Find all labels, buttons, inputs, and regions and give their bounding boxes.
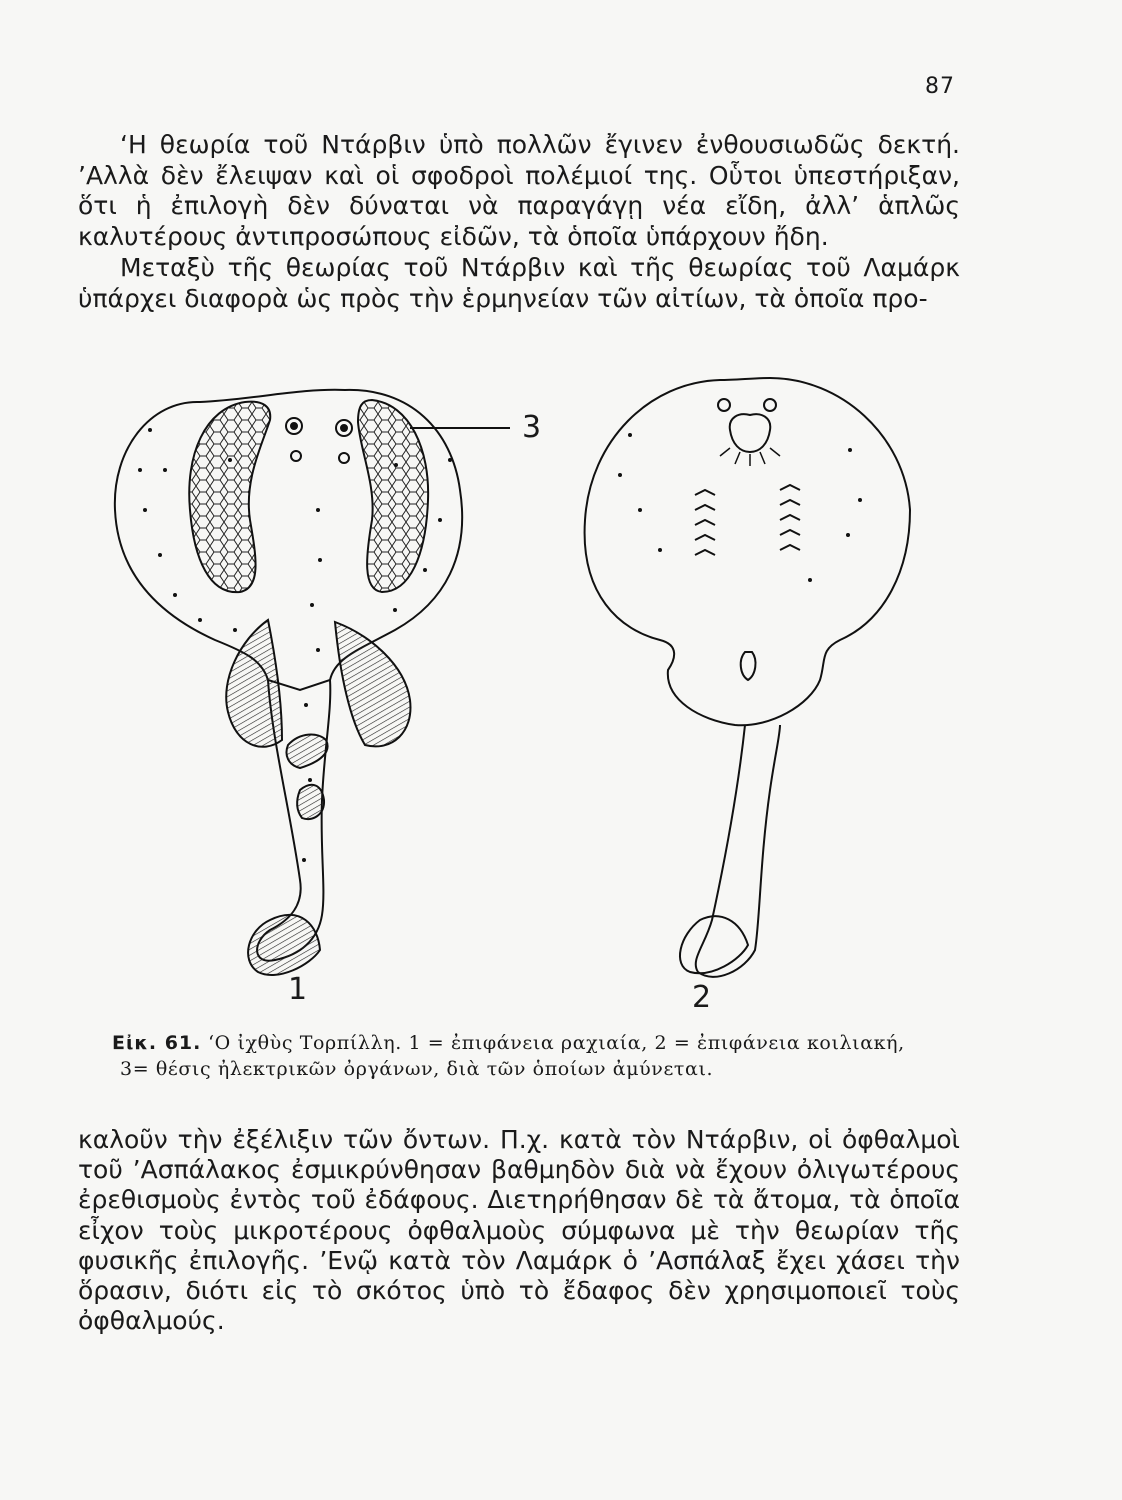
dorsal-fin-1 — [287, 735, 328, 768]
nostril-left — [718, 399, 730, 411]
pelvic-fin-left — [226, 620, 282, 747]
caption-line-1: ‘Ο ἰχθὺς Τορπίλλη. 1 = ἐπιφάνεια ραχιαία, 2 = ἐπιφάνεια κοιλιακή, — [208, 1032, 905, 1054]
mouth — [730, 414, 771, 452]
ventral-disc-outline — [585, 378, 910, 725]
label-3: 3 — [522, 410, 542, 445]
fish-ventral-view — [585, 378, 910, 977]
ventral-pores — [618, 433, 862, 582]
label-1: 1 — [288, 972, 308, 1007]
spiracle-left — [291, 451, 301, 461]
paragraph-darwin-lamarck: Μεταξὺ τῆς θεωρίας τοῦ Ντάρβιν καὶ τῆς θεωρίας τοῦ Λαμάρκ ὑπάρχει διαφορὰ ὡς πρὸς τὴν ἑρμηνείαν τῶν αἰτίων, τὰ ὁποῖα προ- — [78, 252, 960, 313]
caudal-fin — [248, 915, 320, 975]
figure-caption — [112, 1030, 917, 1082]
page-number: 87 — [925, 74, 955, 99]
gill-slits-right — [780, 485, 800, 550]
spiracle-right — [339, 453, 349, 463]
paragraph-aspalax: καλοῦν τὴν ἐξέλιξιν τῶν ὄντων. Π.χ. κατὰ τὸν Ντάρβιν, οἱ ὀφθαλμοὶ τοῦ ’Ασπάλακος ἐσμικρύνθησαν βαθμηδὸν διὰ νὰ ἔχουν ὀλιγωτέρους ἐρεθισμοὺς ἐντὸς τοῦ ἐδάφους. Διετηρήθησαν δὲ τὰ ἄτομα, τὰ ὁποῖα εἶχον τοὺς μικροτέρους ὀφθαλμοὺς σύμφωνα μὲ τὴν θεωρίαν τῆς φυσικῆς ἐπιλογῆς. ’Ενῷ κατὰ τὸν Λαμάρκ ὁ ’Ασπάλαξ ἔχει χάσει τὴν ὅρασιν, διότι εἰς τὸ σκότος ὑπὸ τὸ ἔδαφος δὲν χρησιμοποιεῖ τοὺς ὀφθαλμούς. — [78, 1125, 960, 1336]
fish-dorsal-view — [115, 390, 510, 975]
electric-organ-left — [189, 402, 270, 593]
ventral-tail — [696, 725, 780, 977]
label-2: 2 — [692, 980, 712, 1015]
nostril-right — [764, 399, 776, 411]
paragraph-darwin-reception: ‘Η θεωρία τοῦ Ντάρβιν ὑπὸ πολλῶν ἔγινεν ἐνθουσιωδῶς δεκτή. ’Αλλὰ δὲν ἔλειψαν καὶ οἱ σφοδροὶ πολέμιοί της. Οὗτοι ὑπεστήριξαν, ὅτι ἡ ἐπιλογὴ δὲν δύναται νὰ παραγάγῃ νέα εἴδη, ἀλλ’ ἁπλῶς καλυτέρους ἀντιπροσώπους εἰδῶν, τὰ ὁποῖα ὑπάρχουν ἤδη. — [78, 130, 960, 252]
caption-line-2: 3= θέσις ἠλεκτρικῶν ὀργάνων, διὰ τῶν ὁποίων ἀμύνεται. — [120, 1058, 714, 1080]
cloaca — [741, 652, 756, 680]
dorsal-fin-2 — [297, 785, 324, 819]
torpedo-illustration — [0, 360, 1122, 1020]
mouth-fringe — [720, 448, 780, 466]
figure-torpedo-fish — [0, 360, 1122, 1020]
ventral-caudal-fin — [680, 916, 748, 973]
gill-slits-left — [695, 490, 715, 555]
figure-number: Εἰκ. 61. — [112, 1032, 202, 1054]
text-block-top — [78, 130, 960, 314]
